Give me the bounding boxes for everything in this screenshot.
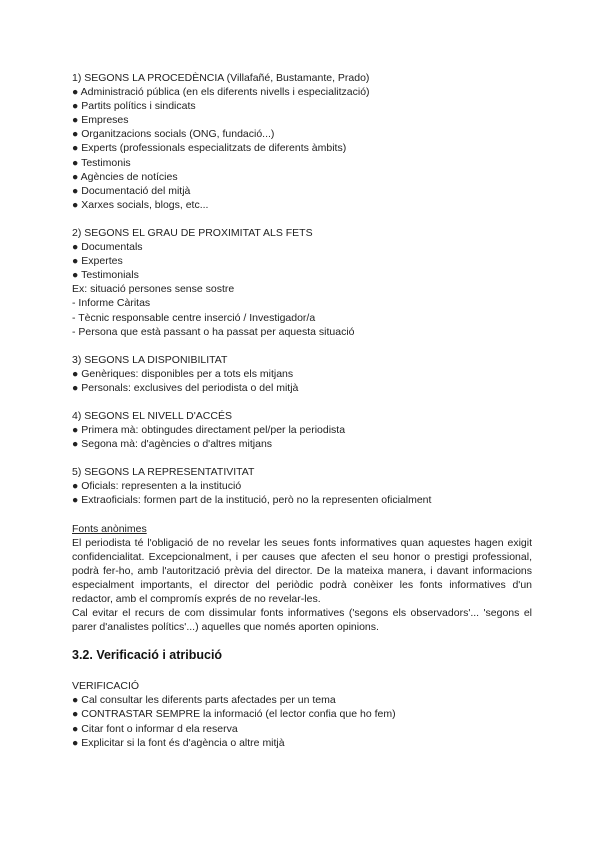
list-item: ● Agències de notícies [72, 170, 178, 183]
anonymous-paragraph-2: Cal evitar el recurs de com dissimular fonts informatives ('segons els observadors'... 'segons el parer d'analistes polítics'...) aquelles que només aporten opinions. [72, 607, 532, 634]
section-2-heading: 2) SEGONS EL GRAU DE PROXIMITAT ALS FETS [72, 226, 313, 239]
list-item: ● Organitzacions socials (ONG, fundació...) [72, 128, 275, 141]
list-item: ● Testimonials [72, 269, 139, 282]
list-item: ● Genèriques: disponibles per a tots els mitjans [72, 367, 294, 380]
list-item: ● Documentals [72, 241, 143, 254]
anonymous-sources-title: Fonts anònimes [72, 522, 147, 535]
section-title-verification: 3.2. Verificació i atribució [72, 648, 223, 663]
section-4-heading: 4) SEGONS EL NIVELL D'ACCÉS [72, 409, 232, 422]
document-content [72, 71, 532, 750]
spacer [72, 508, 532, 522]
list-item: ● Empreses [72, 114, 129, 127]
spacer [72, 451, 532, 465]
list-item: ● Citar font o informar d ela reserva [72, 722, 238, 735]
list-item: ● Oficials: representen a la institució [72, 480, 242, 493]
spacer [72, 663, 532, 679]
example-line: - Persona que està passant o ha passat per aquesta situació [72, 325, 355, 338]
list-item: ● CONTRASTAR SEMPRE la informació (el lector confia que ho fem) [72, 708, 396, 721]
list-item: ● Testimonis [72, 156, 131, 169]
list-item: ● Primera mà: obtingudes directament pel/per la periodista [72, 424, 346, 437]
list-item: ● Segona mà: d'agències o d'altres mitjans [72, 438, 273, 451]
section-1-heading: 1) SEGONS LA PROCEDÈNCIA (Villafañé, Bustamante, Prado) [72, 72, 370, 84]
list-item: ● Expertes [72, 255, 123, 268]
list-item: ● Personals: exclusives del periodista o del mitjà [72, 381, 299, 394]
list-item: ● Administració pública (en els diferents nivells i especialització) [72, 86, 370, 99]
spacer [72, 212, 532, 226]
list-item: ● Xarxes socials, blogs, etc... [72, 198, 209, 211]
list-item: ● Documentació del mitjà [72, 184, 191, 197]
spacer [72, 634, 532, 647]
example-line: Ex: situació persones sense sostre [72, 283, 235, 296]
spacer [72, 339, 532, 353]
example-line: - Tècnic responsable centre inserció / Investigador/a [72, 311, 316, 324]
list-item: ● Extraoficials: formen part de la institució, però no la representen oficialment [72, 494, 432, 507]
spacer [72, 395, 532, 409]
section-3-heading: 3) SEGONS LA DISPONIBILITAT [72, 353, 228, 366]
list-item: ● Cal consultar les diferents parts afectades per un tema [72, 694, 336, 707]
section-5-heading: 5) SEGONS LA REPRESENTATIVITAT [72, 466, 255, 479]
anonymous-paragraph-1: El periodista té l'obligació de no revelar les seues fonts informatives quan aquestes hagen exigit confidencialitat. Excepcionalment, i per causes que afecten el seu honor o prestigi professional, podrà fer-ho, amb l'autorització prèvia del director. De la mateixa manera, i davant informacions especialment importants, el director del periòdic podrà conèixer les fonts informatives d'un redactor, amb el compromís exprés de no revelar-les. [72, 536, 532, 605]
verification-subheading: VERIFICACIÓ [72, 680, 140, 693]
list-item: ● Explicitar si la font és d'agència o altre mitjà [72, 736, 285, 749]
list-item: ● Experts (professionals especialitzats de diferents àmbits) [72, 142, 347, 155]
example-line: - Informe Càritas [72, 297, 151, 310]
list-item: ● Partits polítics i sindicats [72, 100, 196, 113]
